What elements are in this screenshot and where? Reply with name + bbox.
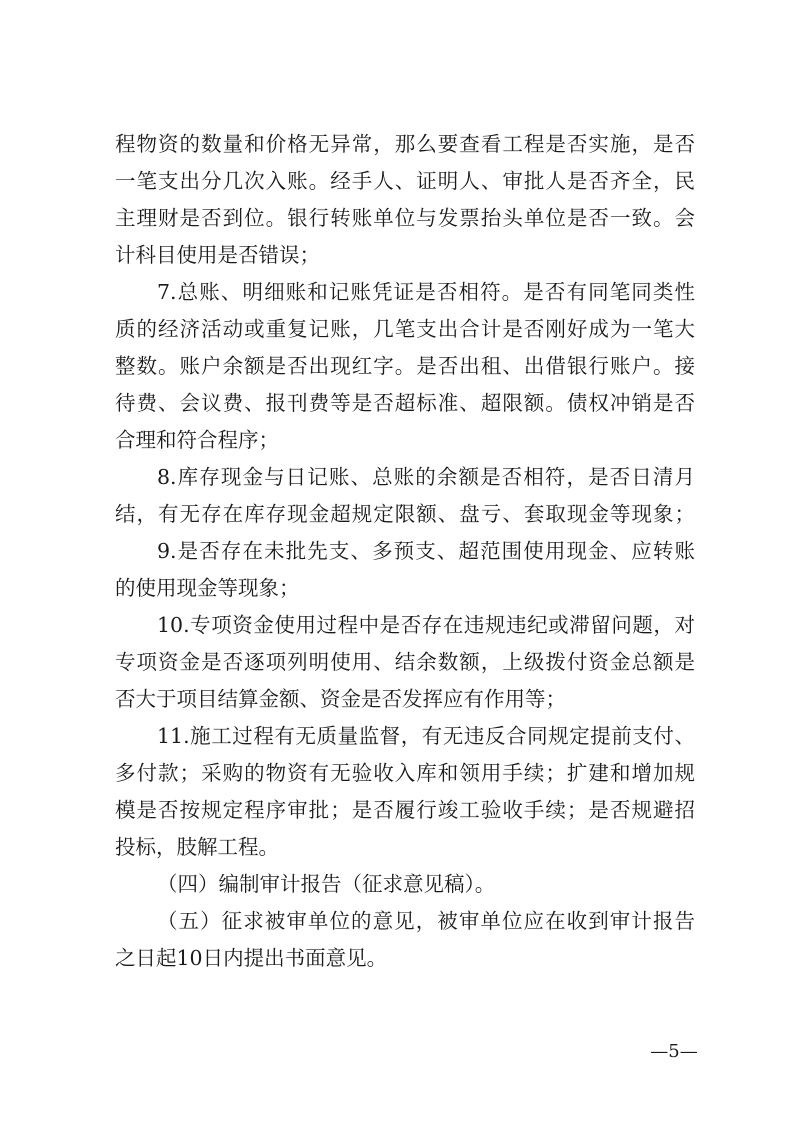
- text-line: 专项资金是否逐项列明使用、结余数额，上级拨付资金总额是: [115, 650, 695, 674]
- text-line: 计科目使用是否错误；: [115, 243, 320, 267]
- text-line: 8.库存现金与日记账、总账的余额是否相符，是否日清月: [157, 465, 695, 489]
- text-line: 7.总账、明细账和记账凭证是否相符。是否有同笔同类性: [157, 280, 695, 304]
- text-line: （五）征求被审单位的意见，被审单位应在收到审计报告: [157, 909, 695, 933]
- page-number: —5—: [650, 1041, 698, 1062]
- text-line: 多付款；采购的物资有无验收入库和领用手续；扩建和增加规: [115, 761, 695, 785]
- text-line: 结，有无存在库存现金超规定限额、盘亏、套取现金等现象；: [115, 502, 695, 526]
- text-line: 质的经济活动或重复记账，几笔支出合计是否刚好成为一笔大: [115, 317, 695, 341]
- text-line: 合理和符合程序；: [115, 428, 279, 452]
- text-line: 模是否按规定程序审批；是否履行竣工验收手续；是否规避招: [115, 798, 695, 822]
- text-line: 待费、会议费、报刊费等是否超标准、超限额。债权冲销是否: [115, 391, 695, 415]
- text-line: 9.是否存在未批先支、多预支、超范围使用现金、应转账: [157, 539, 695, 563]
- text-line: 的使用现金等现象；: [115, 576, 300, 600]
- text-line: 投标，肢解工程。: [115, 835, 279, 859]
- text-line: 主理财是否到位。银行转账单位与发票抬头单位是否一致。会: [115, 206, 695, 230]
- text-line: 一笔支出分几次入账。经手人、证明人、审批人是否齐全，民: [115, 169, 695, 193]
- text-line: 之日起10日内提出书面意见。: [115, 946, 388, 970]
- text-line: 10.专项资金使用过程中是否存在违规违纪或滞留问题，对: [157, 613, 695, 637]
- text-line: 否大于项目结算金额、资金是否发挥应有作用等；: [115, 687, 566, 711]
- text-line: 11.施工过程有无质量监督，有无违反合同规定提前支付、: [157, 724, 695, 748]
- section-heading: （四）编制审计报告（征求意见稿）。: [157, 872, 496, 896]
- text-line: 程物资的数量和价格无异常，那么要查看工程是否实施，是否: [115, 132, 695, 156]
- text-line: 整数。账户余额是否出现红字。是否出租、出借银行账户。接: [115, 354, 695, 378]
